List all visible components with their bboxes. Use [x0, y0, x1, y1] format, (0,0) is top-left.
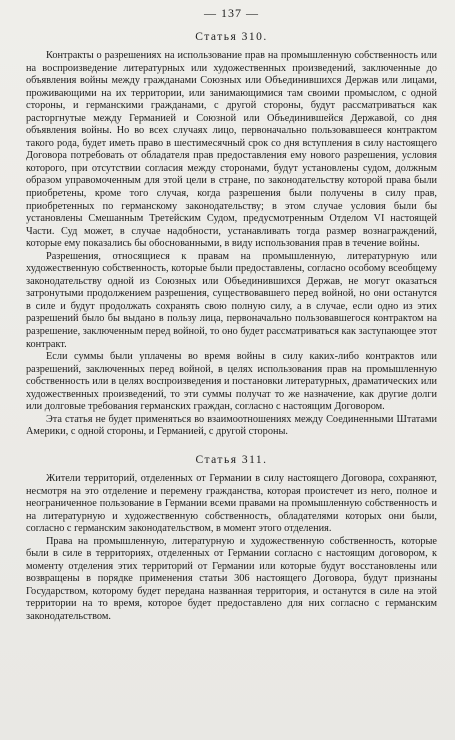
- page-number: — 137 —: [204, 6, 259, 20]
- article-310-title: Статья 310.: [195, 31, 268, 43]
- article-310: [26, 30, 437, 439]
- article-310-paragraph-4: Эта статья не будет применяться во взаимоотношениях между Соединенными Штатами Америки, с одной стороны, и Германией, с другой стороны.: [26, 413, 437, 438]
- article-311-paragraph-1: Жители территорий, отделенных от Германии в силу настоящего Договора, сохраняют, несмотря на это отделение и перемену гражданства, которая проистечет из него, полное и неограниченное пользование в Германии всеми правами на промышленную собственность и на литературную и художественную собственность, обладателями которых они были, согласно с германским законодательством, в момент этого отделения.: [26, 472, 437, 535]
- article-310-paragraph-2: Разрешения, относящиеся к правам на промышленную, литературную или художественную собственность, которые были предоставлены, согласно особому всеобщему законодательству одной из Союзных или Объединившихся Держав, не могут оказаться затронутыми продолжением разрешения, существовавшего перед войной, но они останутся в силе и будут продолжать сохранять свою полную силу, а в случае, если одно из этих разрешений было бы выдано в пользу лица, первоначально пользовавшегося контрактом на разрешение, заключенным перед войной, то оно будет рассматриваться как заступающее этот контракт.: [26, 250, 437, 350]
- article-311-paragraph-2: Права на промышленную, литературную и художественную собственность, которые были в силе в территориях, отделенных от Германии согласно с настоящим договором, к моменту отделения этих территорий от Германии или которые будут восстановлены или возвращены в порядке применения статьи 306 настоящего Договора, будут признаны Государством, которому будет передана названная территория, и останутся в силе на этой территории на то время, которое будет предоставлено для них согласно с германским законодательством.: [26, 535, 437, 622]
- article-311-title: Статья 311.: [195, 453, 268, 466]
- article-310-paragraph-3: Если суммы были уплачены во время войны в силу каких-либо контрактов или разрешений, заключенных перед войной, в целях использования прав на промышленную собственность или в целях воспроизведения и постановки литературных, драматических или художественных произведений, то эти суммы получат то же назначение, как другие долги или долговые требования германских граждан, согласно с настоящим Договором.: [26, 351, 437, 413]
- article-310-paragraph-1: Контракты о разрешениях на использование прав на промышленную собственность или на воспроизведение литературных или художественных произведений, заключенные до объявления войны между гражданами Союзных или Объединившихся Держав или лицами, проживающими на их территории, или занимающимися там своими промыслом, с одной стороны, и германскими гражданами, с другой стороны, будут рассматриваться как расторгнутые между Германией и Союзной или Объединившейся Державой, со дня объявления войны. Но во всех случаях лицо, первоначально пользовавшееся контрактом такого рода, будет иметь право в шестимесячный срок со дня вступления в силу настоящего Договора потребовать от обладателя прав предоставления ему нового разрешения, условия которого, при отсутствии согласия между сторонами, будут установлены судом, должным образом управомоченным для этой цели в стране, по законодательству которой права были приобретены, кроме того случая, когда разрешения были получены в силу прав, приобретенных по германскому законодательству; в этом случае условия были бы установлены Смешанным Третейским Судом, предусмотренным Отделом VI настоящей Части. Суд может, в случае надобности, устанавливать тогда размер вознаграждений, которые ему показались бы обоснованными, в виду использования прав в течение войны.: [26, 50, 437, 250]
- article-311: [26, 453, 437, 624]
